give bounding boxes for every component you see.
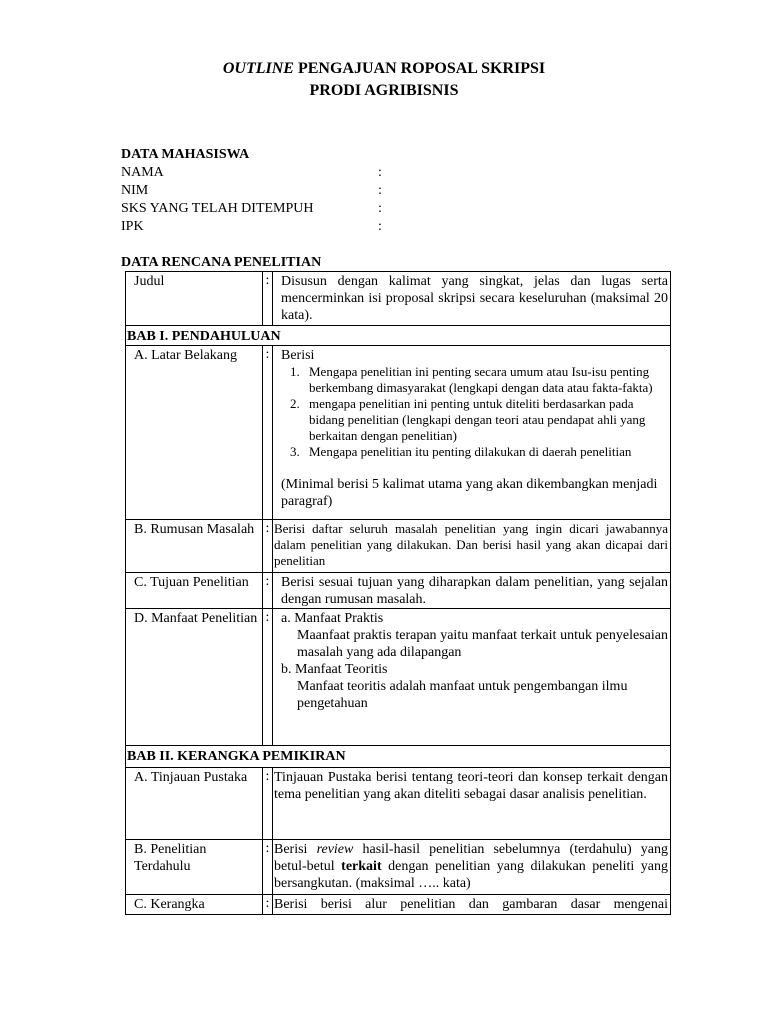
manfaat-b-text: Manfaat teoritis adalah manfaat untuk pengembangan ilmu pengetahuan	[297, 679, 628, 711]
data-mahasiswa-heading: DATA MAHASISWA	[121, 147, 250, 162]
terdahulu-pre: Berisi	[274, 842, 317, 857]
content-tujuan: Berisi sesuai tujuan yang diharapkan dalam penelitian, yang sejalan dengan rumusan masalah.	[273, 573, 671, 609]
field-nim	[121, 182, 421, 200]
list-item: 2. mengapa penelitian ini penting untuk diteliti berdasarkan pada bidang penelitian (lengkapi dengan teori atau pendapat ahli yang berkaitan dengan penelitian)	[303, 396, 668, 444]
field-colon: :	[378, 165, 382, 180]
content-manfaat	[273, 609, 671, 746]
colon-cell: :	[263, 346, 273, 520]
table-row-manfaat	[126, 609, 671, 746]
terdahulu-bold: terkait	[341, 859, 382, 874]
latar-list	[281, 364, 668, 460]
table-row-terdahulu	[126, 840, 671, 895]
terdahulu-italic: review	[316, 842, 354, 857]
label-manfaat: D. Manfaat Penelitian	[126, 609, 263, 746]
colon-cell: :	[263, 840, 273, 895]
outline-table	[125, 271, 671, 915]
terdahulu-post: dengan penelitian yang dilakukan peneliti yang bersangkutan. (maksimal ….. kata)	[274, 859, 668, 891]
field-label: NAMA	[121, 165, 164, 180]
document-title-line1	[0, 58, 768, 79]
field-colon: :	[378, 183, 382, 198]
table-row-judul	[126, 272, 671, 326]
manfaat-a-text: Maanfaat praktis terapan yaitu manfaat terkait untuk penyelesaian masalah yang ada dilapangan	[297, 628, 668, 660]
table-row-tujuan	[126, 573, 671, 609]
bab1-heading: BAB I. PENDAHULUAN	[126, 326, 671, 346]
field-label: IPK	[121, 219, 144, 234]
field-nama	[121, 164, 421, 182]
data-rencana-heading: DATA RENCANA PENELITIAN	[121, 255, 322, 270]
content-kerangka: Berisi berisi alur penelitian dan gambaran dasar mengenai	[273, 895, 671, 915]
label-tinjauan: A. Tinjauan Pustaka	[126, 768, 263, 840]
data-mahasiswa-fields	[121, 164, 421, 236]
label-judul: Judul	[126, 272, 263, 326]
label-terdahulu: B. Penelitian Terdahulu	[126, 840, 263, 895]
table-row-bab2	[126, 746, 671, 768]
field-colon: :	[378, 201, 382, 216]
colon-cell: :	[263, 272, 273, 326]
field-label: NIM	[121, 183, 149, 198]
content-tinjauan: Tinjauan Pustaka berisi tentang teori-teori dan konsep terkait dengan tema penelitian yang akan diteliti sebagai dasar analisis penelitian.	[273, 768, 671, 840]
colon-cell: :	[263, 609, 273, 746]
label-tujuan: C. Tujuan Penelitian	[126, 573, 263, 609]
title-rest: PENGAJUAN ROPOSAL SKRIPSI	[293, 60, 546, 77]
field-label: SKS YANG TELAH DITEMPUH	[121, 201, 314, 216]
table-row-bab1	[126, 326, 671, 346]
table-row-kerangka	[126, 895, 671, 915]
manfaat-a-heading: a. Manfaat Praktis	[281, 611, 384, 626]
bab2-heading: BAB II. KERANGKA PEMIKIRAN	[126, 746, 671, 768]
label-latar: A. Latar Belakang	[126, 346, 263, 520]
table-row-tinjauan	[126, 768, 671, 840]
list-item: 3. Mengapa penelitian itu penting dilakukan di daerah penelitian	[303, 444, 668, 460]
list-item: 1. Mengapa penelitian ini penting secara umum atau Isu-isu penting berkembang dimasyarakat (lengkapi dengan data atau fakta-fakta)	[303, 364, 668, 396]
content-rumusan: Berisi daftar seluruh masalah penelitian yang ingin dicari jawabannya dalam penelitian yang dilakukan. Dan berisi hasil yang akan dicapai dari penelitian	[273, 520, 671, 573]
field-colon: :	[378, 219, 382, 234]
content-judul: Disusun dengan kalimat yang singkat, jelas dan lugas serta mencerminkan isi proposal skripsi secara keseluruhan (maksimal 20 kata).	[273, 272, 671, 326]
label-rumusan: B. Rumusan Masalah	[126, 520, 263, 573]
colon-cell: :	[263, 520, 273, 573]
colon-cell: :	[263, 768, 273, 840]
latar-note: (Minimal berisi 5 kalimat utama yang akan dikembangkan menjadi paragraf)	[281, 477, 658, 509]
field-sks	[121, 200, 421, 218]
manfaat-b-heading: b. Manfaat Teoritis	[281, 662, 388, 677]
label-kerangka: C. Kerangka	[126, 895, 263, 915]
latar-intro: Berisi	[281, 348, 315, 363]
title-italic: OUTLINE	[222, 60, 294, 77]
table-row-latar	[126, 346, 671, 520]
terdahulu-mid: hasil-hasil penelitian sebelumnya (terdahulu) yang betul-betul	[274, 842, 668, 874]
content-terdahulu	[273, 840, 671, 895]
field-ipk	[121, 218, 421, 236]
document-title-line2: PRODI AGRIBISNIS	[309, 82, 459, 99]
colon-cell: :	[263, 573, 273, 609]
table-row-rumusan	[126, 520, 671, 573]
colon-cell: :	[263, 895, 273, 915]
content-latar	[273, 346, 671, 520]
